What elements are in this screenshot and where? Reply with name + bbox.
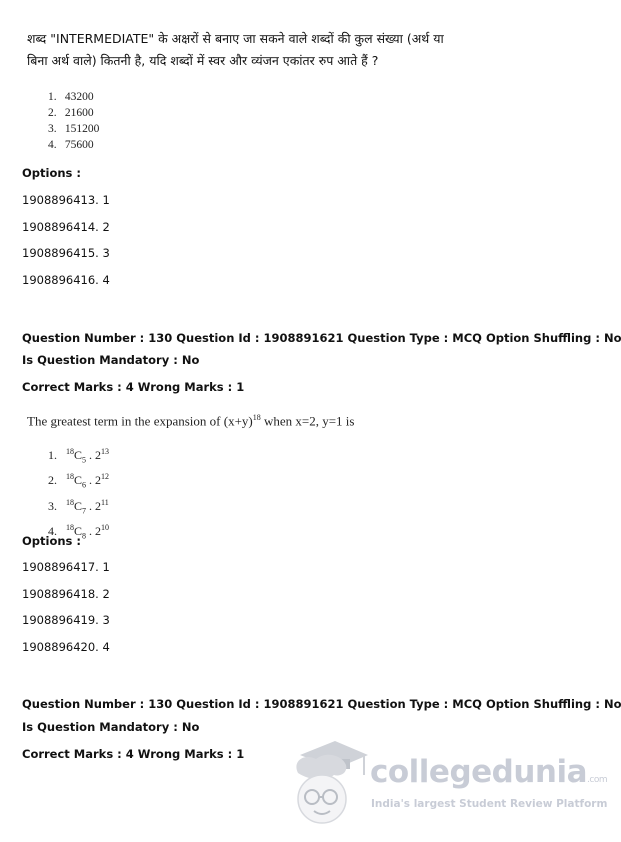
mascot-logo-icon xyxy=(290,733,370,828)
question-text: The greatest term in the expansion of $(x+y)^{18}$ when x=2, y=1 is xyxy=(27,413,355,429)
option-item: 1908896419. 3 xyxy=(22,613,110,627)
choice-item: 1. 43200 xyxy=(48,91,94,103)
choice-item: 3. $^{18}C_7$ . $2^{11}$ xyxy=(48,497,109,516)
question-mandatory: Is Question Mandatory : No xyxy=(22,720,200,734)
options-label: Options : xyxy=(22,166,81,180)
question-header: Question Number : 130 Question Id : 1908891621 Question Type : MCQ Option Shuffling : No xyxy=(22,331,621,345)
option-item: 1908896418. 2 xyxy=(22,587,110,601)
option-item: 1908896415. 3 xyxy=(22,246,110,260)
choice-list xyxy=(48,89,99,153)
choice-list xyxy=(48,443,109,545)
choice-item: 2. 21600 xyxy=(48,107,94,119)
question-text-hindi xyxy=(27,28,587,72)
option-item: 1908896417. 1 xyxy=(22,560,110,574)
question-header: Question Number : 130 Question Id : 1908891621 Question Type : MCQ Option Shuffling : No xyxy=(22,697,621,711)
option-item: 1908896416. 4 xyxy=(22,273,110,287)
choice-item: 2. $^{18}C_6$ . $2^{12}$ xyxy=(48,472,110,490)
option-item: 1908896420. 4 xyxy=(22,640,110,654)
question-mandatory: Is Question Mandatory : No xyxy=(22,353,200,367)
question-marks: Correct Marks : 4 Wrong Marks : 1 xyxy=(22,380,245,394)
option-item: 1908896413. 1 xyxy=(22,193,110,207)
question-line-1: शब्द "INTERMEDIATE" के अक्षरों से बनाए जा सकने वाले शब्दों की कुल संख्या (अर्थ या xyxy=(27,31,444,46)
question-line-2: बिना अर्थ वाले) कितनी है, यदि शब्दों में स्वर और व्यंजन एकांतर रुप आते हैं ? xyxy=(27,53,379,68)
options-label: Options : xyxy=(22,534,81,548)
watermark-tagline: India's largest Student Review Platform xyxy=(371,798,608,810)
choice-item: 4. 75600 xyxy=(48,139,94,151)
choice-item: 3. 151200 xyxy=(48,123,100,135)
question-marks: Correct Marks : 4 Wrong Marks : 1 xyxy=(22,747,245,761)
option-item: 1908896414. 2 xyxy=(22,220,110,234)
watermark-brand-name: collegedunia.com xyxy=(370,754,608,790)
choice-item: 4. $^{18}C_8$ . $2^{10}$ xyxy=(48,523,110,541)
choice-item: 1. $^{18}C_5$ . $2^{13}$ xyxy=(48,447,110,465)
